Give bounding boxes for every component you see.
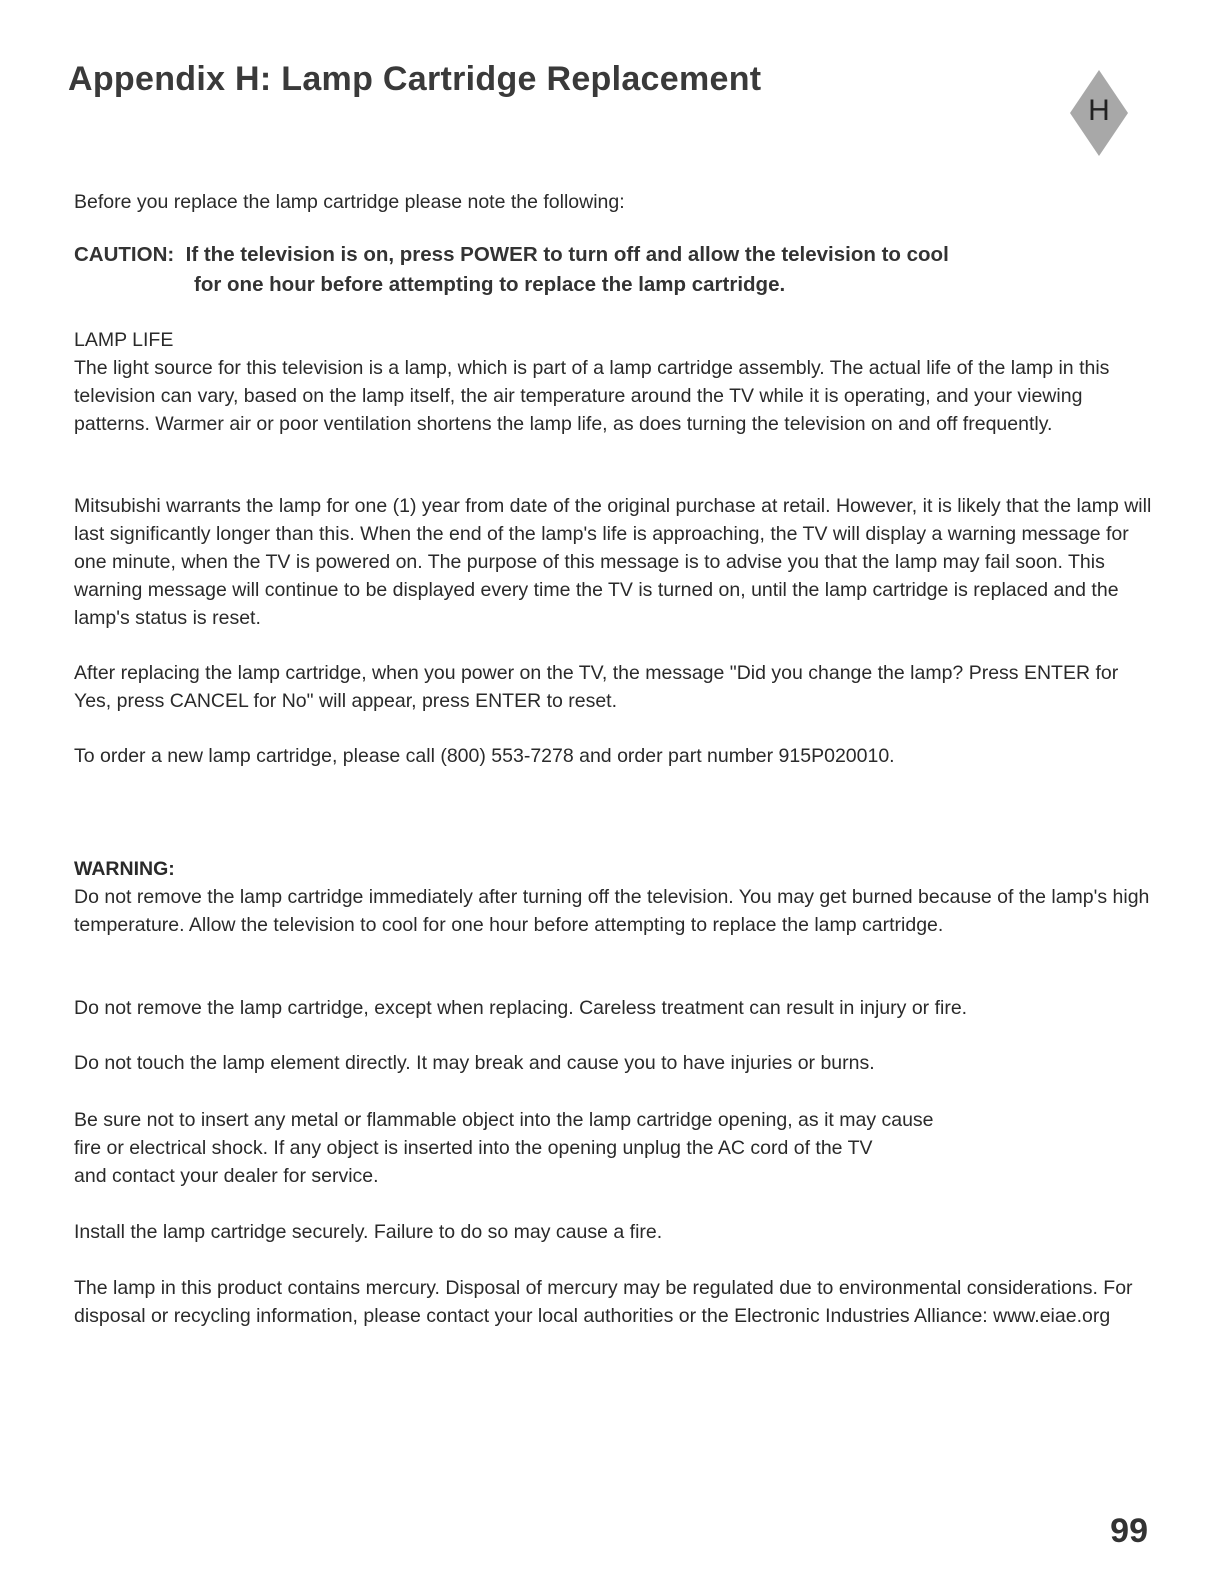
warning-4-line-3: and contact your dealer for service.	[74, 1165, 379, 1187]
warning-3: Do not touch the lamp element directly. It may break and cause you to have injuries or burns.	[74, 1052, 875, 1074]
caution-label: CAUTION:	[74, 243, 175, 266]
caution-line-2: for one hour before attempting to replace the lamp cartridge.	[194, 273, 786, 296]
warning-2: Do not remove the lamp cartridge, except when replacing. Careless treatment can result in injury or fire.	[74, 997, 968, 1019]
badge-letter: H	[1088, 94, 1110, 127]
lamp-life-heading: LAMP LIFE	[74, 329, 174, 351]
warning-5: Install the lamp cartridge securely. Failure to do so may cause a fire.	[74, 1221, 663, 1243]
lamp-life-paragraph-2: Mitsubishi warrants the lamp for one (1) year from date of the original purchase at retail. However, it is likely that the lamp will last significantly longer than this. When the end of the lamp's life is approaching, the TV will display a warning message for one minute, when the TV is powered on. The purpose of this message is to advise you that the lamp may fail soon. This warning message will continue to be displayed every time the TV is turned on, until the lamp cartridge is replaced and the lamp's status is reset.	[74, 495, 1152, 629]
caution-block	[74, 240, 949, 300]
caution-line-1: If the television is on, press POWER to turn off and allow the television to cool	[185, 243, 949, 266]
warning-heading: WARNING:	[74, 858, 175, 880]
warning-4-line-1: Be sure not to insert any metal or flammable object into the lamp cartridge opening, as it may cause	[74, 1109, 934, 1131]
warning-4-line-2: fire or electrical shock. If any object is inserted into the opening unplug the AC cord of the TV	[74, 1137, 873, 1159]
lamp-life-paragraph-3: After replacing the lamp cartridge, when you power on the TV, the message "Did you change the lamp? Press ENTER for Yes, press CANCEL for No" will appear, press ENTER to reset.	[74, 662, 1119, 712]
page-number: 99	[1110, 1512, 1148, 1550]
intro-text: Before you replace the lamp cartridge please note the following:	[74, 191, 625, 213]
warning-1: Do not remove the lamp cartridge immediately after turning off the television. You may get burned because of the lamp's high temperature. Allow the television to cool for one hour before attempting to replace the lamp cartridge.	[74, 886, 1150, 936]
appendix-badge-icon	[1068, 68, 1130, 158]
warning-6: The lamp in this product contains mercury. Disposal of mercury may be regulated due to environmental considerations. For disposal or recycling information, please contact your local authorities or the Electronic Industries Alliance: www.eiae.org	[74, 1277, 1133, 1327]
order-info: To order a new lamp cartridge, please call (800) 553-7278 and order part number 915P020010.	[74, 745, 895, 767]
page-title: Appendix H: Lamp Cartridge Replacement	[68, 60, 762, 98]
lamp-life-paragraph-1: The light source for this television is a lamp, which is part of a lamp cartridge assembly. The actual life of the lamp in this television can vary, based on the lamp itself, the air temperature around the TV while it is operating, and your viewing patterns. Warmer air or poor ventilation shortens the lamp life, as does turning the television on and off frequently.	[74, 357, 1110, 435]
